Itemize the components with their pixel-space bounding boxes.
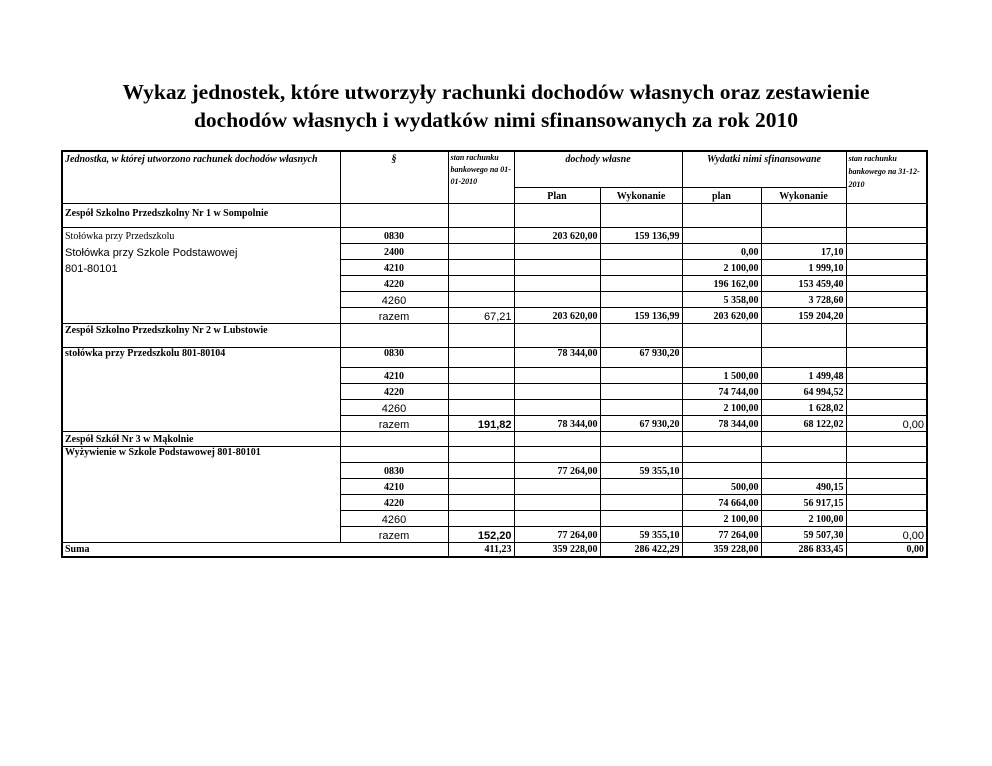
cell-stan xyxy=(448,275,514,291)
cell-dochody-wykonanie xyxy=(600,510,682,526)
table-row xyxy=(62,510,927,526)
header-jednostka: Jednostka, w której utworzono rachunek dochodów własnych xyxy=(62,151,340,203)
table-row xyxy=(62,383,927,399)
cell-stan xyxy=(448,291,514,307)
cell-dochody-plan: 203 620,00 xyxy=(514,307,600,323)
cell-stan-end: 0,00 xyxy=(846,526,927,542)
cell-dochody-plan xyxy=(514,494,600,510)
header-paragraf: § xyxy=(340,151,448,203)
cell-paragraf: 4220 xyxy=(340,494,448,510)
cell-paragraf: 0830 xyxy=(340,462,448,478)
cell-paragraf: razem xyxy=(340,415,448,431)
cell-wydatki-wykonanie: 3 728,60 xyxy=(761,291,846,307)
cell-dochody-plan xyxy=(514,510,600,526)
cell-wydatki-wykonanie: 68 122,02 xyxy=(761,415,846,431)
cell-stan-end xyxy=(846,275,927,291)
unit2-label-1: stołówka przy Przedszkolu 801-80104 xyxy=(62,347,340,367)
cell-dochody-plan xyxy=(514,291,600,307)
cell-stan-end xyxy=(846,367,927,383)
cell-paragraf: 0830 xyxy=(340,227,448,243)
table-row-razem xyxy=(62,415,927,431)
cell-stan xyxy=(448,347,514,367)
cell-dochody-plan: 203 620,00 xyxy=(514,227,600,243)
table-row xyxy=(62,494,927,510)
cell-wydatki-plan: 203 620,00 xyxy=(682,307,761,323)
cell-dochody-wykonanie: 67 930,20 xyxy=(600,347,682,367)
cell-stan-end xyxy=(846,259,927,275)
table-row xyxy=(62,227,927,243)
header-wydatki-plan: plan xyxy=(682,187,761,203)
cell-paragraf: 4210 xyxy=(340,478,448,494)
cell-paragraf: 2400 xyxy=(340,243,448,259)
cell-wydatki-plan: 2 100,00 xyxy=(682,510,761,526)
cell-paragraf: razem xyxy=(340,526,448,542)
document-title xyxy=(0,78,992,134)
cell-dochody-wykonanie xyxy=(600,291,682,307)
cell-stan-end xyxy=(846,307,927,323)
cell-wydatki-plan: 2 100,00 xyxy=(682,399,761,415)
cell-wydatki-wykonanie: 1 999,10 xyxy=(761,259,846,275)
cell-dochody-wykonanie: 59 355,10 xyxy=(600,526,682,542)
header-wydatki: Wydatki nimi sfinansowane xyxy=(682,151,846,187)
unit1-name: Zespół Szkolno Przedszkolny Nr 1 w Sompolnie xyxy=(62,203,340,227)
cell-paragraf: 4260 xyxy=(340,291,448,307)
cell-wydatki-wykonanie: 159 204,20 xyxy=(761,307,846,323)
cell-paragraf: 4210 xyxy=(340,367,448,383)
cell-dochody-plan: 78 344,00 xyxy=(514,415,600,431)
suma-label: Suma xyxy=(62,542,448,557)
table-row xyxy=(62,478,927,494)
cell-wydatki-wykonanie: 64 994,52 xyxy=(761,383,846,399)
cell-dochody-wykonanie xyxy=(600,367,682,383)
suma-stan-end: 0,00 xyxy=(846,542,927,557)
cell-wydatki-plan: 196 162,00 xyxy=(682,275,761,291)
cell-wydatki-plan: 77 264,00 xyxy=(682,526,761,542)
cell-wydatki-plan: 2 100,00 xyxy=(682,259,761,275)
cell-dochody-plan xyxy=(514,243,600,259)
cell-dochody-wykonanie xyxy=(600,494,682,510)
cell-dochody-plan xyxy=(514,383,600,399)
table-row-razem xyxy=(62,307,927,323)
cell-wydatki-wykonanie: 17,10 xyxy=(761,243,846,259)
cell-dochody-plan xyxy=(514,478,600,494)
cell-wydatki-wykonanie xyxy=(761,347,846,367)
cell-wydatki-plan: 74 664,00 xyxy=(682,494,761,510)
table-row-razem xyxy=(62,526,927,542)
cell-dochody-wykonanie xyxy=(600,275,682,291)
unit1-label-1: Stołówka przy Przedszkolu xyxy=(62,227,340,243)
header-wydatki-wykonanie: Wykonanie xyxy=(761,187,846,203)
cell-dochody-plan xyxy=(514,275,600,291)
cell-dochody-wykonanie: 59 355,10 xyxy=(600,462,682,478)
suma-dochody-plan: 359 228,00 xyxy=(514,542,600,557)
header-stan-end: stan rachunku bankowego na 31-12-2010 xyxy=(846,151,927,203)
cell-wydatki-plan: 0,00 xyxy=(682,243,761,259)
cell-dochody-plan xyxy=(514,399,600,415)
table-row xyxy=(62,275,927,291)
suma-wydatki-plan: 359 228,00 xyxy=(682,542,761,557)
cell-wydatki-wykonanie xyxy=(761,227,846,243)
cell-stan xyxy=(448,367,514,383)
cell-stan-end xyxy=(846,291,927,307)
cell-stan-end xyxy=(846,494,927,510)
unit1-label-3: 801-80101 xyxy=(62,259,340,275)
cell-paragraf: 4260 xyxy=(340,510,448,526)
table-row xyxy=(62,399,927,415)
cell-stan xyxy=(448,399,514,415)
table-row xyxy=(62,259,927,275)
title-line-1: Wykaz jednostek, które utworzyły rachunki dochodów własnych oraz zestawienie xyxy=(122,80,870,104)
cell-stan xyxy=(448,383,514,399)
cell-stan-end xyxy=(846,227,927,243)
header-dochody-wykonanie: Wykonanie xyxy=(600,187,682,203)
cell-dochody-plan: 77 264,00 xyxy=(514,526,600,542)
suma-wydatki-wykonanie: 286 833,45 xyxy=(761,542,846,557)
unit3-name: Zespół Szkół Nr 3 w Mąkolnie xyxy=(62,431,340,446)
unit1-label-2: Stołówka przy Szkole Podstawowej xyxy=(62,243,340,259)
cell-dochody-wykonanie: 159 136,99 xyxy=(600,227,682,243)
cell-stan xyxy=(448,478,514,494)
cell-stan xyxy=(448,510,514,526)
cell-stan-end xyxy=(846,347,927,367)
cell-wydatki-wykonanie: 153 459,40 xyxy=(761,275,846,291)
suma-dochody-wykonanie: 286 422,29 xyxy=(600,542,682,557)
cell-wydatki-plan: 5 358,00 xyxy=(682,291,761,307)
suma-stan: 411,23 xyxy=(448,542,514,557)
unit2-name: Zespół Szkolno Przedszkolny Nr 2 w Lubstowie xyxy=(62,323,340,347)
cell-paragraf: 4220 xyxy=(340,275,448,291)
title-line-2: dochodów własnych i wydatków nimi sfinansowanych za rok 2010 xyxy=(193,108,799,132)
cell-wydatki-plan: 78 344,00 xyxy=(682,415,761,431)
cell-stan-end xyxy=(846,243,927,259)
cell-wydatki-wykonanie: 1 499,48 xyxy=(761,367,846,383)
cell-stan xyxy=(448,243,514,259)
cell-stan: 191,82 xyxy=(448,415,514,431)
cell-wydatki-plan: 500,00 xyxy=(682,478,761,494)
cell-wydatki-plan: 74 744,00 xyxy=(682,383,761,399)
table-row-suma xyxy=(62,542,927,557)
cell-stan xyxy=(448,462,514,478)
unit3-label-1: Wyżywienie w Szkole Podstawowej 801-80101 xyxy=(62,446,340,462)
cell-stan-end xyxy=(846,399,927,415)
header-dochody: dochody własne xyxy=(514,151,682,187)
cell-wydatki-wykonanie: 59 507,30 xyxy=(761,526,846,542)
cell-stan-end: 0,00 xyxy=(846,415,927,431)
cell-dochody-plan xyxy=(514,259,600,275)
cell-stan xyxy=(448,259,514,275)
cell-paragraf: 4210 xyxy=(340,259,448,275)
table-row xyxy=(62,291,927,307)
cell-dochody-wykonanie: 67 930,20 xyxy=(600,415,682,431)
cell-stan xyxy=(448,227,514,243)
cell-dochody-plan xyxy=(514,367,600,383)
cell-dochody-wykonanie: 159 136,99 xyxy=(600,307,682,323)
cell-dochody-wykonanie xyxy=(600,383,682,399)
cell-dochody-wykonanie xyxy=(600,478,682,494)
income-table xyxy=(61,150,928,558)
cell-wydatki-wykonanie: 490,15 xyxy=(761,478,846,494)
cell-dochody-plan: 78 344,00 xyxy=(514,347,600,367)
cell-paragraf: 4220 xyxy=(340,383,448,399)
table-row xyxy=(62,243,927,259)
cell-dochody-wykonanie xyxy=(600,243,682,259)
header-dochody-plan: Plan xyxy=(514,187,600,203)
cell-stan: 152,20 xyxy=(448,526,514,542)
cell-wydatki-plan: 1 500,00 xyxy=(682,367,761,383)
table-row xyxy=(62,367,927,383)
cell-dochody-wykonanie xyxy=(600,259,682,275)
cell-wydatki-plan xyxy=(682,227,761,243)
cell-wydatki-plan xyxy=(682,462,761,478)
cell-wydatki-plan xyxy=(682,347,761,367)
table-row xyxy=(62,347,927,367)
table-row xyxy=(62,462,927,478)
cell-dochody-plan: 77 264,00 xyxy=(514,462,600,478)
header-stan-start: stan rachunku bankowego na 01-01-2010 xyxy=(448,151,514,203)
cell-stan-end xyxy=(846,478,927,494)
cell-stan-end xyxy=(846,510,927,526)
cell-stan xyxy=(448,494,514,510)
cell-stan: 67,21 xyxy=(448,307,514,323)
cell-wydatki-wykonanie: 56 917,15 xyxy=(761,494,846,510)
cell-wydatki-wykonanie: 2 100,00 xyxy=(761,510,846,526)
cell-wydatki-wykonanie xyxy=(761,462,846,478)
cell-paragraf: razem xyxy=(340,307,448,323)
cell-stan-end xyxy=(846,383,927,399)
cell-dochody-wykonanie xyxy=(600,399,682,415)
cell-paragraf: 0830 xyxy=(340,347,448,367)
cell-paragraf: 4260 xyxy=(340,399,448,415)
cell-wydatki-wykonanie: 1 628,02 xyxy=(761,399,846,415)
cell-stan-end xyxy=(846,462,927,478)
